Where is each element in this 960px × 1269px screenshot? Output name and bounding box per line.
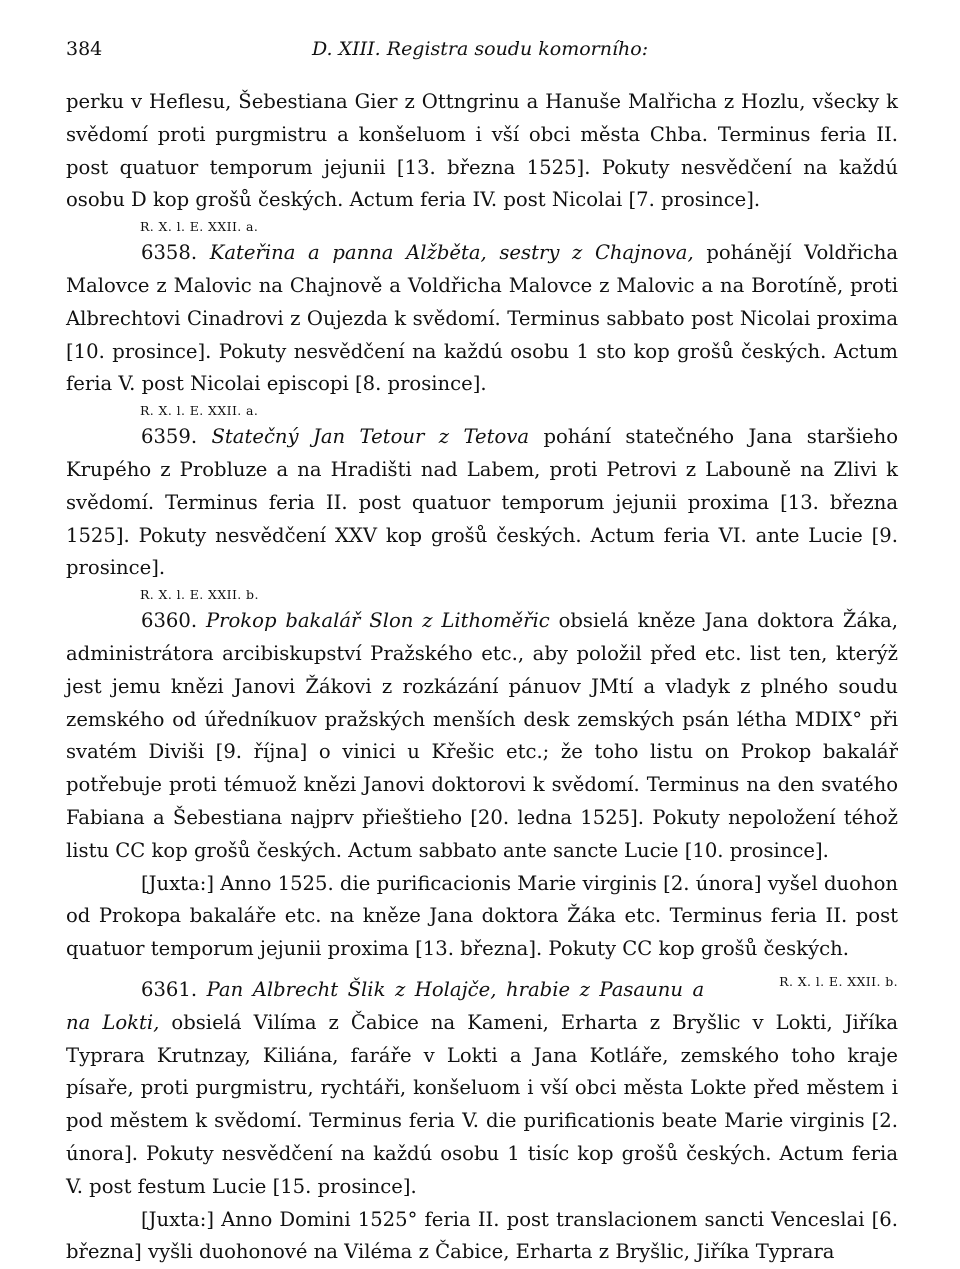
document-page bbox=[66, 38, 898, 1269]
entry-number: 6361. bbox=[141, 978, 197, 1001]
entry-6361 bbox=[66, 974, 898, 1204]
archive-reference: R. X. l. E. XXII. a. bbox=[66, 217, 898, 237]
archive-reference: R. X. l. E. XXII. a. bbox=[66, 401, 898, 421]
entry-text: pohánějí Voldřicha Malovce z Malovic na Chajnově a Voldřicha Malovce z Malovic a na Borotíně, proti Albrechtovi Cinadrovi z Oujezda k svědomí. Terminus sabbato post Nicolai proxima [10. prosince]. Pokuty nesvědčení na každú osobu 1 sto kop grošů českých. Actum feria V. post Nicolai episcopi [8. prosince]. bbox=[66, 241, 898, 395]
entry-names: Kateřina a panna Alžběta, sestry z Chajnova, bbox=[210, 241, 694, 264]
archive-reference: R. X. l. E. XXII. b. bbox=[66, 585, 898, 605]
entry-6359 bbox=[66, 421, 898, 585]
document-body bbox=[66, 86, 898, 1269]
archive-reference: R. X. l. E. XXII. b. bbox=[704, 966, 898, 999]
entry-6360 bbox=[66, 605, 898, 867]
entry-text: obsielá kněze Jana doktora Žáka, administrátora arcibiskupství Pražského etc., aby položil před etc. list ten, kterýž jest jemu knězi Janovi Žákovi z rozkázání pánuov JMtí a vladyk z plného soudu zemského od úředníkuov pražských menších desk zemských psán létha MDIX° při svatém Diviši [9. října] o vinici u Křešic etc.; že toho listu on Prokop bakalář potřebuje proti témuož knězi Janovi doktorovi k svědomí. Terminus na den svatého Fabiana a Šebestiana najprv přieštieho [20. ledna 1525]. Pokuty nepoložení téhož listu CC kop grošů českých. Actum sabbato ante sancte Lucie [10. prosince]. bbox=[66, 609, 898, 862]
entry-names: Prokop bakalář Slon z Lithoměřic bbox=[206, 609, 550, 632]
entry-text: pohání statečného Jana staršieho Krupého z Probluze a na Hradišti nad Labem, proti Petrovi z Labouně na Zlivi k svědomí. Terminus feria II. post quatuor temporum jejunii proxima [13. března 1525]. Pokuty nesvědčení XXV kop grošů českých. Actum feria VI. ante Lucie [9. prosince]. bbox=[66, 425, 898, 579]
entry-text: obsielá Vilíma z Čabice na Kameni, Erharta z Bryšlic v Lokti, Jiříka Typrara Krutnzay, Kiliána, faráře v Lokti a Jana Kotláře, zemského toho kraje písaře, proti purgmistru, rychtáři, konšeluom i vší obci města Lokte před městem i pod městem k svědomí. Terminus feria V. die purificationis beate Marie virginis [2. února]. Pokuty nesvědčení na každú osobu 1 tisíc kop grošů českých. Actum feria V. post festum Lucie [15. prosince]. bbox=[66, 1011, 898, 1198]
juxta-note-6361 bbox=[66, 1204, 898, 1269]
entry-number: 6358. bbox=[141, 241, 197, 264]
juxta-note-6360 bbox=[66, 868, 898, 966]
paragraph-intro bbox=[66, 86, 898, 217]
running-head: D. XIII. Registra soudu komorního: bbox=[312, 38, 648, 60]
entry-6358 bbox=[66, 237, 898, 401]
page-number: 384 bbox=[66, 38, 102, 60]
juxta-text: [Juxta:] Anno Domini 1525° feria II. post translacionem sancti Venceslai [6. března] vyšli duohonové na Viléma z Čabice, Erharta z Bryšlic, Jiříka Typrara bbox=[66, 1208, 898, 1264]
page-header bbox=[66, 38, 898, 68]
juxta-text: [Juxta:] Anno 1525. die purificacionis Marie virginis [2. února] vyšel duohon od Prokopa bakaláře etc. na kněze Jana doktora Žáka etc. Terminus feria II. post quatuor temporum jejunii proxima [13. března]. Pokuty CC kop grošů českých. bbox=[66, 872, 898, 961]
entry-number: 6360. bbox=[141, 609, 197, 632]
paragraph-text: perku v Heflesu, Šebestiana Gier z Ottngrinu a Hanuše Malřicha z Hozlu, všecky k svědomí proti purgmistru a konšeluom i vší obci města Chba. Terminus feria II. post quatuor temporum jejunii [13. března 1525]. Pokuty nesvědčení na každú osobu D kop grošů českých. Actum feria IV. post Nicolai [7. prosince]. bbox=[66, 90, 898, 211]
entry-names: Pan Albrecht Šlik z Holajče, hrabie z Pasaunu a na Lokti, bbox=[66, 978, 704, 1034]
entry-number: 6359. bbox=[141, 425, 197, 448]
entry-names: Statečný Jan Tetour z Tetova bbox=[212, 425, 530, 448]
